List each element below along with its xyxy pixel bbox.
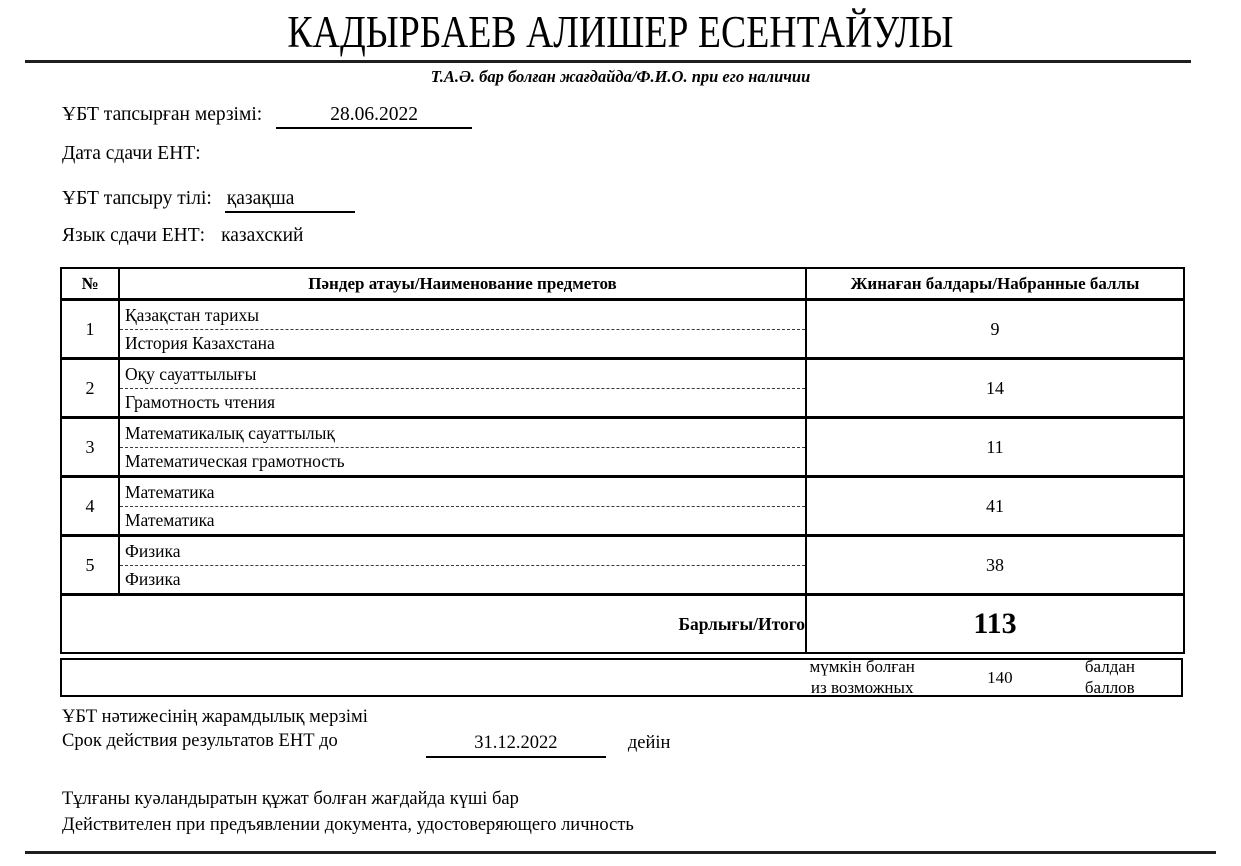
subject-name-kk: Оқу сауаттылығы [120,361,805,389]
subject-name-kk: Математикалық сауаттылық [120,420,805,448]
max-possible-row [60,658,1183,697]
person-name: КАДЫРБАЕВ АЛИШЕР ЕСЕНТАЙУЛЫ [287,7,954,57]
test-date-value: 28.06.2022 [276,104,472,129]
title-divider [25,60,1191,63]
validity-section [62,705,670,754]
validity-labels [62,705,368,754]
total-row [61,595,1184,654]
subject-cell [119,359,806,418]
subject-name-ru: История Казахстана [125,332,275,353]
total-label: Барлығы/Итого [61,595,806,654]
score-value: 9 [806,300,1184,359]
subject-name-ru: Грамотность чтения [125,391,276,412]
footer-note-kk: Тұлғаны куәландыратын құжат болған жағдайда күші бар [62,789,519,809]
subject-name-kk: Математика [120,479,805,507]
score-value: 38 [806,536,1184,595]
max-possible-unit [1085,657,1135,698]
validity-date: 31.12.2022 [426,733,606,758]
total-score: 113 [806,595,1184,654]
subject-name-kk: Физика [120,538,805,566]
subject-cell [119,300,806,359]
max-possible-label-ru: из возможных [810,677,914,697]
test-date-line-ru [62,143,472,165]
table-row [61,477,1184,536]
footer-note [62,787,634,838]
validity-label-kk: ҰБТ нәтижесінің жарамдылық мерзімі [62,707,368,727]
row-number: 2 [61,359,119,418]
score-value: 41 [806,477,1184,536]
test-language-value-ru: казахский [221,225,304,246]
subject-name-ru: Физика [125,568,181,589]
footer-note-ru: Действителен при предъявлении документа, удостоверяющего личность [62,814,634,835]
table-row [61,300,1184,359]
test-language-label-kk: ҰБТ тапсыру тілі: [62,188,212,209]
subject-cell [119,418,806,477]
score-value: 11 [806,418,1184,477]
validity-label-ru: Срок действия результатов ЕНТ до [62,731,338,752]
test-date-label-ru: Дата сдачи ЕНТ: [62,143,201,164]
page-title [0,7,1241,57]
test-date-field [62,104,472,165]
column-header-subject: Пәндер атауы/Наименование предметов [119,268,806,300]
table-header-row [61,268,1184,300]
test-language-field [62,188,355,247]
subject-cell [119,477,806,536]
max-possible-unit-kk: балдан [1084,657,1135,677]
table-row [61,536,1184,595]
row-number: 1 [61,300,119,359]
page-bottom-divider [25,851,1216,854]
max-possible-unit-ru: баллов [1084,677,1135,697]
subject-name-ru: Математическая грамотность [125,450,345,471]
column-header-number: № [61,268,119,300]
max-possible-label-kk: мүмкін болған [809,657,915,677]
title-caption: Т.А.Ә. бар болған жағдайда/Ф.И.О. при его наличии [430,67,811,86]
subject-name-kk: Қазақстан тарихы [120,302,805,330]
test-language-line-ru [62,225,355,247]
test-date-label-kk: ҰБТ тапсырған мерзімі: [62,104,263,125]
column-header-score: Жинаған балдары/Набранные баллы [806,268,1184,300]
test-language-value-kk: қазақша [225,188,355,213]
max-possible-label [810,657,915,698]
table-row [61,418,1184,477]
validity-suffix: дейін [627,732,671,753]
row-number: 3 [61,418,119,477]
row-number: 4 [61,477,119,536]
max-possible-score: 140 [987,667,1013,687]
test-date-line-kk [62,104,472,129]
subject-cell [119,536,806,595]
row-number: 5 [61,536,119,595]
test-language-line-kk [62,188,355,213]
test-language-label-ru: Язык сдачи ЕНТ: [62,225,206,246]
subject-name-ru: Математика [125,509,215,530]
score-value: 14 [806,359,1184,418]
table-row [61,359,1184,418]
scores-table [60,267,1185,654]
